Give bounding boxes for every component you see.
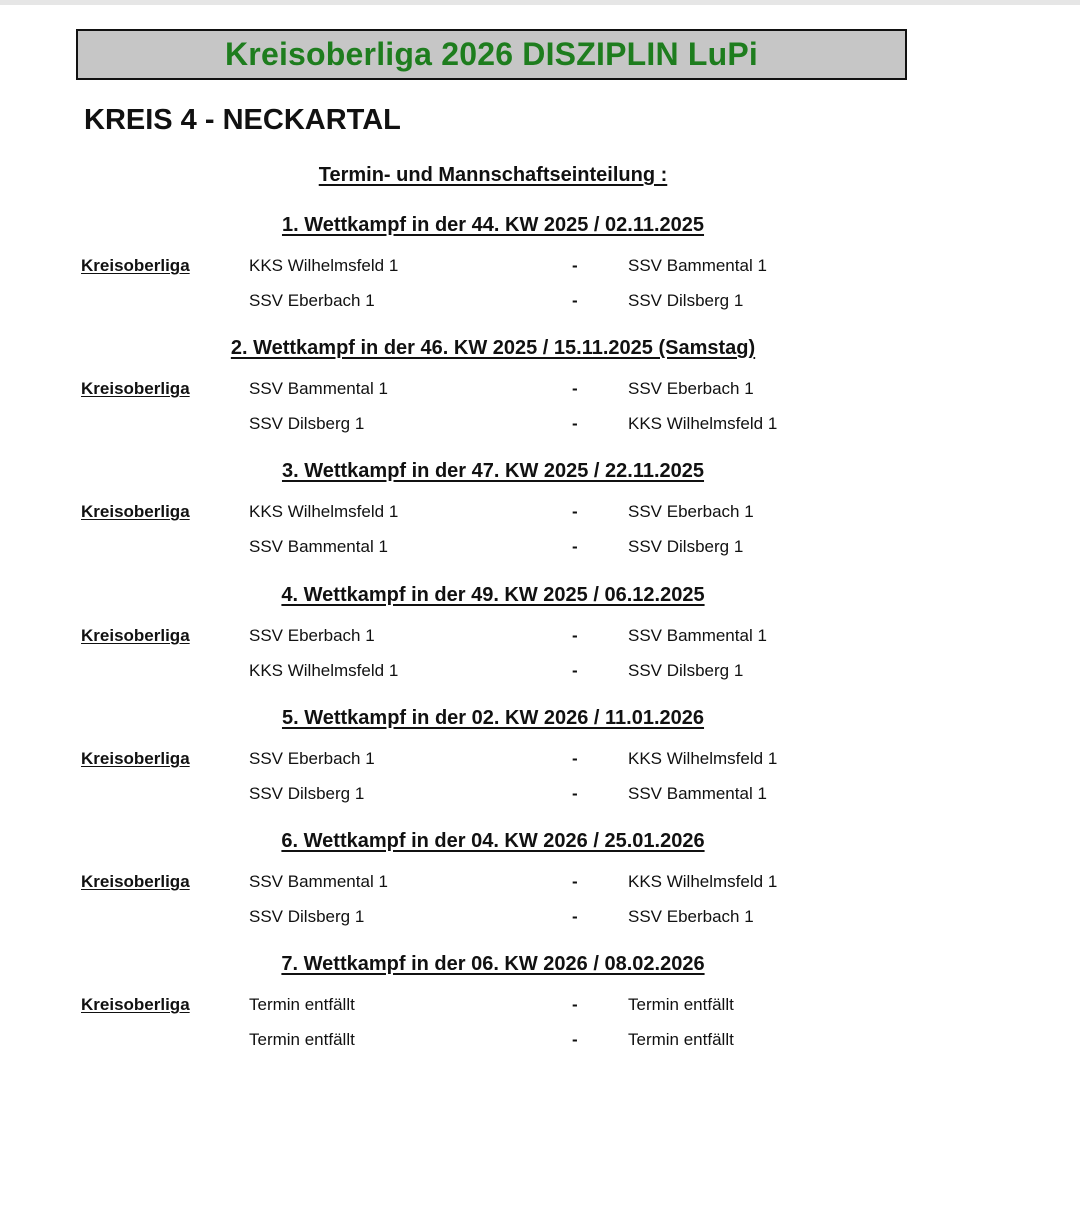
round-heading: 3. Wettkampf in der 47. KW 2025 / 22.11.2025 — [281, 460, 705, 482]
match-separator: - — [572, 379, 578, 398]
away-team: SSV Dilsberg 1 — [628, 291, 744, 310]
away-team: SSV Eberbach 1 — [628, 907, 754, 926]
match-separator: - — [572, 907, 578, 926]
match-separator: - — [572, 872, 578, 891]
home-team: KKS Wilhelmsfeld 1 — [249, 661, 399, 680]
round-heading: 7. Wettkampf in der 06. KW 2026 / 08.02.2026 — [281, 953, 705, 975]
away-team: SSV Bammental 1 — [628, 784, 767, 803]
match-separator: - — [572, 749, 578, 768]
match-separator: - — [572, 414, 578, 433]
round-heading: 2. Wettkampf in der 46. KW 2025 / 15.11.2025 (Samstag) — [230, 337, 756, 359]
home-team: SSV Bammental 1 — [249, 537, 388, 556]
match-separator: - — [572, 502, 578, 521]
league-label: Kreisoberliga — [81, 995, 190, 1014]
home-team: SSV Eberbach 1 — [249, 626, 375, 645]
home-team: SSV Bammental 1 — [249, 379, 388, 398]
home-team: SSV Eberbach 1 — [249, 749, 375, 768]
away-team: KKS Wilhelmsfeld 1 — [628, 872, 778, 891]
league-label: Kreisoberliga — [81, 502, 190, 521]
match-separator: - — [572, 626, 578, 645]
home-team: Termin entfällt — [249, 995, 355, 1014]
away-team: KKS Wilhelmsfeld 1 — [628, 749, 778, 768]
away-team: SSV Dilsberg 1 — [628, 661, 744, 680]
district-heading: KREIS 4 - NECKARTAL — [84, 104, 401, 136]
home-team: KKS Wilhelmsfeld 1 — [249, 256, 399, 275]
league-label: Kreisoberliga — [81, 872, 190, 891]
round-heading: 6. Wettkampf in der 04. KW 2026 / 25.01.2026 — [281, 830, 705, 852]
away-team: SSV Eberbach 1 — [628, 379, 754, 398]
home-team: Termin entfällt — [249, 1030, 355, 1049]
league-label: Kreisoberliga — [81, 749, 190, 768]
away-team: Termin entfällt — [628, 1030, 734, 1049]
league-label: Kreisoberliga — [81, 256, 190, 275]
title-banner — [76, 29, 907, 80]
top-edge-bar — [0, 0, 1080, 5]
away-team: KKS Wilhelmsfeld 1 — [628, 414, 778, 433]
match-separator: - — [572, 256, 578, 275]
round-heading: 5. Wettkampf in der 02. KW 2026 / 11.01.2026 — [281, 707, 705, 729]
away-team: SSV Eberbach 1 — [628, 502, 754, 521]
match-separator: - — [572, 784, 578, 803]
round-heading: 1. Wettkampf in der 44. KW 2025 / 02.11.2025 — [281, 214, 705, 236]
match-separator: - — [572, 291, 578, 310]
schedule-subtitle: Termin- und Mannschaftseinteilung : — [318, 164, 668, 186]
home-team: SSV Bammental 1 — [249, 872, 388, 891]
home-team: KKS Wilhelmsfeld 1 — [249, 502, 399, 521]
away-team: SSV Bammental 1 — [628, 626, 767, 645]
home-team: SSV Dilsberg 1 — [249, 414, 365, 433]
home-team: SSV Dilsberg 1 — [249, 784, 365, 803]
match-separator: - — [572, 537, 578, 556]
away-team: SSV Bammental 1 — [628, 256, 767, 275]
match-separator: - — [572, 995, 578, 1014]
match-separator: - — [572, 1030, 578, 1049]
away-team: SSV Dilsberg 1 — [628, 537, 744, 556]
league-label: Kreisoberliga — [81, 626, 190, 645]
round-heading: 4. Wettkampf in der 49. KW 2025 / 06.12.2025 — [281, 584, 705, 606]
page-title: Kreisoberliga 2026 DISZIPLIN LuPi — [225, 36, 758, 72]
away-team: Termin entfällt — [628, 995, 734, 1014]
match-separator: - — [572, 661, 578, 680]
home-team: SSV Dilsberg 1 — [249, 907, 365, 926]
league-label: Kreisoberliga — [81, 379, 190, 398]
home-team: SSV Eberbach 1 — [249, 291, 375, 310]
